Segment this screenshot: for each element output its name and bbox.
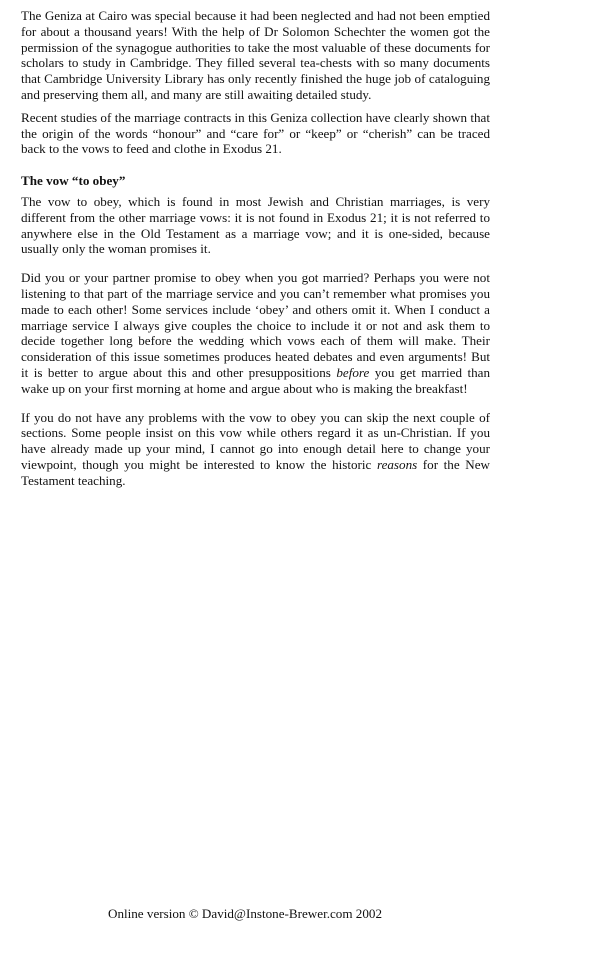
text-run: you get married than wake up on your first morning at home and argue about who is making the breakfast! bbox=[21, 364, 490, 396]
paragraph-skip-sections bbox=[21, 410, 490, 489]
paragraph-marriage-contracts: Recent studies of the marriage contracts in this Geniza collection have clearly shown that the origin of the words “honour” and “care for” or “keep” or “cherish” can be traced back to the vows to feed and clothe in Exodus 21. bbox=[21, 109, 490, 157]
emphasis-reasons: reasons bbox=[376, 456, 418, 472]
text-run: Did you or your partner promise to obey when you got married? Perhaps you were not listening to that part of the marriage service and you can’t remember what promises you made to each other! Some services include ‘obey’ and others omit it. When I conduct a marriage service I always give couples the choice to include it or not and ask them to decide together long before the wedding which vows each of them will make. Their consideration of this issue sometimes produces heated debates and even arguments! But it is better to argue about this and other presuppositions bbox=[21, 270, 490, 380]
page-body bbox=[21, 8, 490, 496]
section-heading: The vow “to obey” bbox=[21, 173, 126, 189]
paragraph-vow-to-obey: The vow to obey, which is found in most Jewish and Christian marriages, is very different from the other marriage vows: it is not found in Exodus 21; it is not referred to anywhere else in the Old Testament as a marriage vow; and it is one-sided, because usually only the woman promises it. bbox=[21, 193, 490, 257]
text-run: If you do not have any problems with the vow to obey you can skip the next couple of sections. Some people insist on this vow while others regard it as un-Christian. If you have already made up your mind, I cannot go into enough detail here to change your viewpoint, though you might be interested to know the historic bbox=[21, 409, 490, 472]
paragraph-geniza: The Geniza at Cairo was special because it had been neglected and had not been emptied for about a thousand years! With the help of Dr Solomon Schechter the women got the permission of the synagogue authorities to take the most valuable of these documents for scholars to study in Cambridge. They filled several tea-chests with so many documents that Cambridge University Library has only recently finished the huge job of cataloguing and preserving them all, and many are still awaiting detailed study. bbox=[21, 8, 490, 102]
emphasis-before: before bbox=[336, 364, 370, 380]
page-footer: Online version © David@Instone-Brewer.com 2002 bbox=[107, 906, 382, 921]
text-run: for the New Testament teaching. bbox=[21, 456, 490, 488]
paragraph-did-you-promise bbox=[21, 270, 490, 396]
